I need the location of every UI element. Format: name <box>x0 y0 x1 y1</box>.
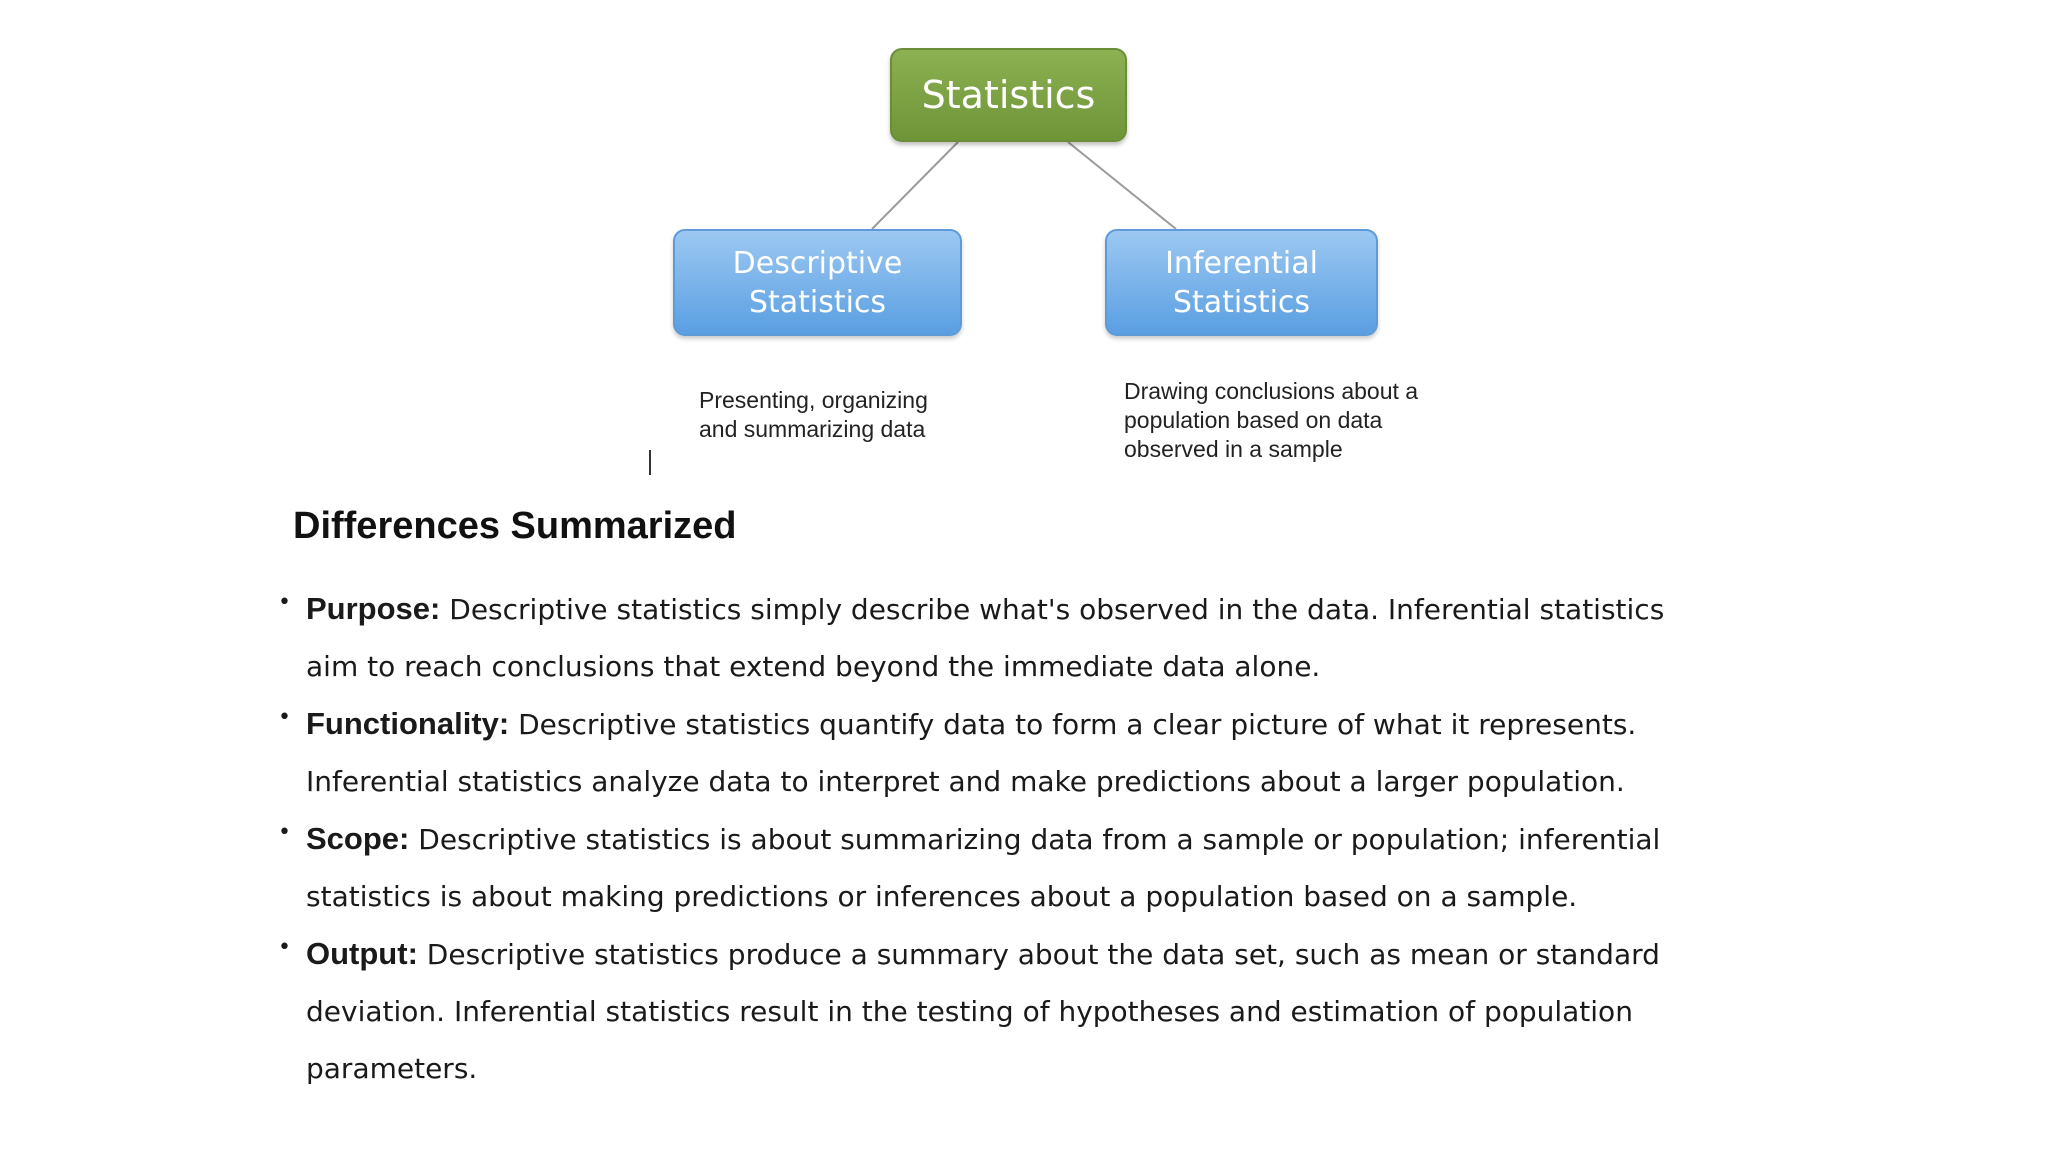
item-term: Scope: <box>306 821 410 856</box>
list-item-scope <box>270 810 1700 925</box>
node-descriptive-label: Descriptive Statistics <box>732 245 903 320</box>
item-term: Purpose: <box>306 591 441 626</box>
item-term: Output: <box>306 936 418 971</box>
node-descriptive-statistics <box>673 229 962 336</box>
item-term: Functionality: <box>306 706 510 741</box>
list-item-functionality <box>270 695 1700 810</box>
bullet-icon: • <box>278 820 291 845</box>
summary-heading: Differences Summarized <box>293 505 737 547</box>
bullet-icon: • <box>278 705 291 730</box>
connector-right <box>1068 142 1176 229</box>
list-item-output <box>270 925 1700 1097</box>
item-text: Descriptive statistics quantify data to form a clear picture of what it represents. Inferential statistics analyze data to interpret and make predictions about a larger population. <box>306 708 1637 798</box>
item-text: Descriptive statistics simply describe what's observed in the data. Inferential statistics aim to reach conclusions that extend beyond the immediate data alone. <box>306 593 1665 683</box>
node-statistics-label: Statistics <box>921 73 1096 117</box>
statistics-diagram <box>0 0 2048 500</box>
inferential-description: Drawing conclusions about a population based on data observed in a sample <box>1124 378 1419 462</box>
item-text: Descriptive statistics produce a summary about the data set, such as mean or standard deviation. Inferential statistics result in the testing of hypotheses and estimation of population parameters. <box>306 938 1660 1085</box>
list-item-purpose <box>270 580 1700 695</box>
node-statistics <box>890 48 1127 142</box>
bullet-icon: • <box>278 590 291 615</box>
bullet-icon: • <box>278 935 291 960</box>
node-inferential-label: Inferential Statistics <box>1165 245 1318 320</box>
node-inferential-statistics <box>1105 229 1378 336</box>
descriptive-description: Presenting, organizing and summarizing data <box>699 387 928 442</box>
item-text: Descriptive statistics is about summarizing data from a sample or population; inferential statistics is about making predictions or inferences about a population based on a sample. <box>306 823 1661 913</box>
differences-list <box>270 580 1700 1097</box>
text-cursor <box>649 450 651 475</box>
connector-left <box>872 142 958 229</box>
